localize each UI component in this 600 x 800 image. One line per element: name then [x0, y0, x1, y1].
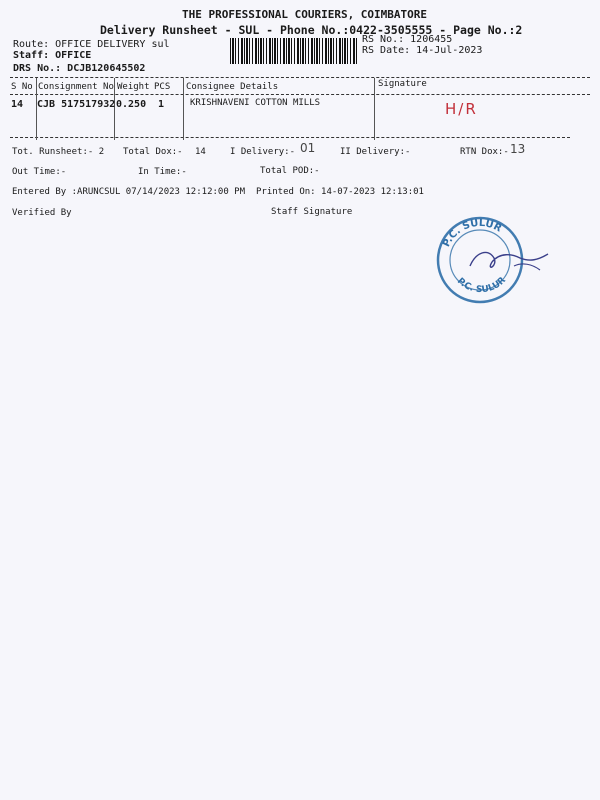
row-consignee: KRISHNAVENI COTTON MILLS [190, 98, 321, 108]
out-time-label: Out Time:- [12, 167, 67, 177]
rs-number: RS No.: 1206455 [362, 34, 453, 45]
route-label: Route: OFFICE DELIVERY sul [13, 39, 170, 50]
row-consignment: CJB 517517932 [37, 99, 116, 110]
row-sno: 14 [11, 99, 24, 110]
table-top-rule [10, 77, 590, 78]
drs-number: DRS No.: DCJB120645502 [13, 63, 146, 74]
col-header-consignment: Consignment No [38, 82, 114, 92]
runsheet-subtitle: Delivery Runsheet - SUL - Phone No.:0422-3505555 - Page No.:2 [100, 23, 523, 37]
col-header-consignee: Consignee Details [186, 82, 279, 92]
total-dox-label: Total Dox:- [123, 147, 183, 157]
tot-runsheet: Tot. Runsheet:- 2 [12, 147, 105, 157]
rs-date: RS Date: 14-Jul-2023 [362, 45, 483, 56]
table-header-rule [10, 94, 590, 95]
stamp-bottom-text: P.C. SULUR [454, 275, 508, 296]
company-name: THE PROFESSIONAL COURIERS, COIMBATORE [182, 8, 428, 21]
i-delivery-handwritten: 01 [300, 141, 316, 155]
col-divider [183, 78, 184, 140]
total-dox-value: 14 [195, 147, 206, 157]
row-pcs: 1 [158, 99, 165, 110]
row-signature-handwritten: H/R [445, 100, 478, 118]
i-delivery-label: I Delivery:- [230, 147, 296, 157]
col-header-pcs: PCS [154, 82, 171, 92]
printed-on: Printed On: 14-07-2023 12:13:01 [256, 187, 424, 197]
entered-by: Entered By :ARUNCSUL 07/14/2023 12:12:00 PM [12, 187, 245, 197]
stamp-top-text: P.C. SULUR [441, 217, 504, 249]
table-bottom-rule [10, 137, 570, 138]
in-time-label: In Time:- [138, 167, 187, 177]
col-header-signature: Signature [378, 79, 427, 89]
col-header-sno: S No [11, 82, 33, 92]
col-divider [374, 78, 375, 140]
total-pod-label: Total POD:- [260, 166, 320, 176]
rtn-dox-label: RTN Dox:- [460, 147, 509, 157]
verified-by-label: Verified By [12, 208, 72, 218]
office-stamp [430, 214, 560, 304]
staff-signature-label: Staff Signature [271, 207, 353, 217]
barcode [230, 38, 358, 64]
col-header-weight: Weight [117, 82, 150, 92]
rtn-dox-handwritten: 13 [510, 142, 526, 156]
ii-delivery-label: II Delivery:- [340, 147, 411, 157]
staff-label: Staff: OFFICE [13, 50, 92, 61]
row-weight: 0.250 [116, 99, 147, 110]
